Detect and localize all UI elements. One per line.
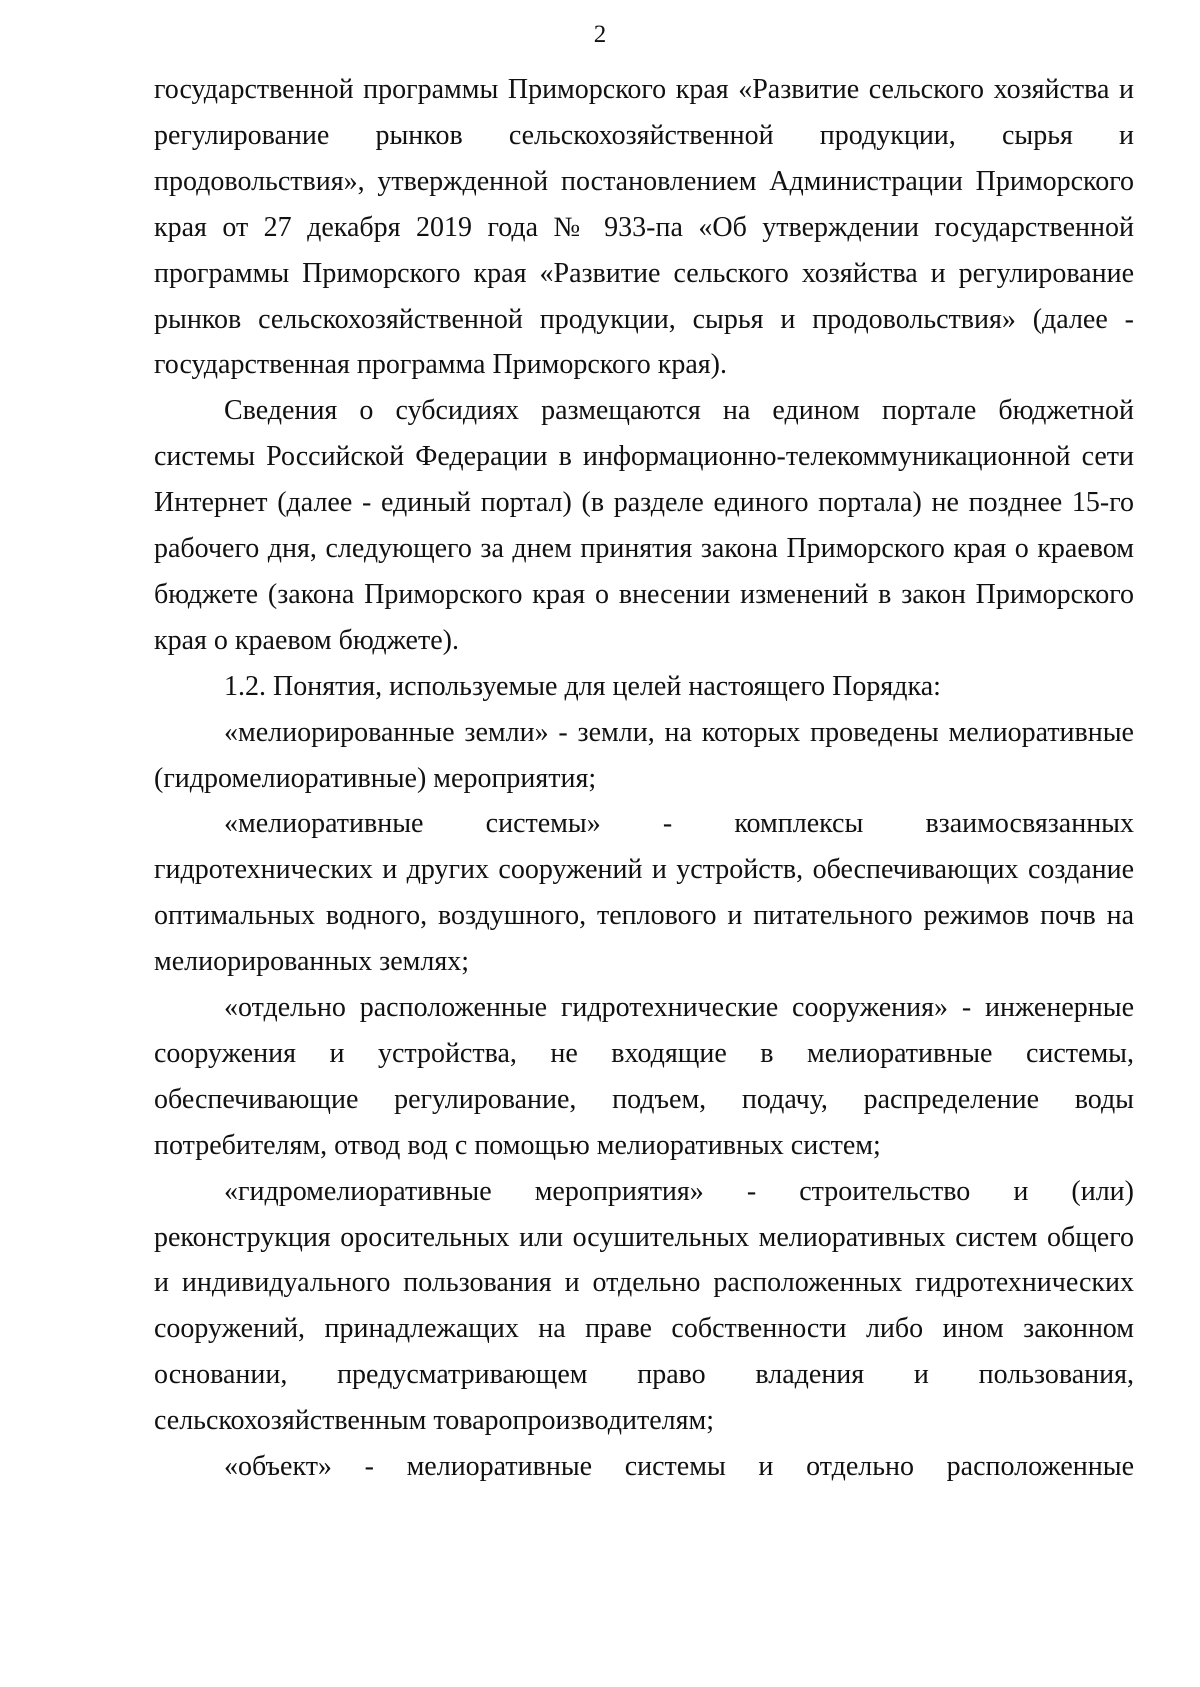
text-line: реконструкция оросительных или осушительных мелиоративных систем общего (154, 1221, 1134, 1253)
text-line: Сведения о субсидиях размещаются на едином портале бюджетной (224, 395, 1134, 427)
text-line: сооружений, принадлежащих на праве собственности либо ином законном (154, 1313, 1134, 1345)
text-line: «мелиоративные системы» - комплексы взаимосвязанных (224, 808, 1134, 840)
text-line: обеспечивающие регулирование, подъем, подачу, распределение воды (154, 1083, 1134, 1115)
text-line: Интернет (далее - единый портал) (в разделе единого портала) не позднее 15-го (154, 487, 1134, 519)
text-line: государственной программы Приморского края «Развитие сельского хозяйства и (154, 74, 1134, 105)
text-line: бюджете (закона Приморского края о внесении изменений в закон Приморского (154, 578, 1134, 610)
text-line: «объект» - мелиоративные системы и отдельно расположенные (224, 1451, 1134, 1482)
text-line: и индивидуального пользования и отдельно расположенных гидротехнических (154, 1267, 1134, 1299)
text-line: края о краевом бюджете). (154, 624, 459, 656)
text-line: системы Российской Федерации в информационно-телекоммуникационной сети (154, 441, 1134, 473)
text-line: программы Приморского края «Развитие сельского хозяйства и регулирование (154, 257, 1134, 289)
text-line: оптимальных водного, воздушного, теплового и питательного режимов почв на (154, 900, 1134, 932)
text-line: сооружения и устройства, не входящие в мелиоративные системы, (154, 1037, 1134, 1069)
text-line: «мелиорированные земли» - земли, на которых проведены мелиоративные (224, 716, 1134, 748)
text-line: основании, предусматривающем право владения и пользования, (154, 1359, 1134, 1391)
text-line: сельскохозяйственным товаропроизводителям; (154, 1405, 714, 1437)
text-line: (гидромелиоративные) мероприятия; (154, 762, 597, 794)
text-line: края от 27 декабря 2019 года № 933-па «Об утверждении государственной (154, 211, 1134, 243)
text-line: 1.2. Понятия, используемые для целей настоящего Порядка: (224, 670, 941, 702)
text-line: «отдельно расположенные гидротехнические сооружения» - инженерные (224, 992, 1134, 1023)
text-line: продовольствия», утвержденной постановлением Администрации Приморского (154, 165, 1134, 197)
text-line: мелиорированных землях; (154, 946, 469, 978)
text-line: государственная программа Приморского края). (154, 349, 728, 381)
text-line: рабочего дня, следующего за днем принятия закона Приморского края о краевом (154, 533, 1134, 564)
text-line: «гидромелиоративные мероприятия» - строительство и (или) (224, 1175, 1134, 1207)
text-line: рынков сельскохозяйственной продукции, сырья и продовольствия» (далее - (154, 303, 1134, 335)
text-line: потребителям, отвод вод с помощью мелиоративных систем; (154, 1129, 881, 1161)
text-line: регулирование рынков сельскохозяйственной продукции, сырья и (154, 119, 1134, 151)
page-number: 2 (593, 21, 607, 48)
text-line: гидротехнических и других сооружений и устройств, обеспечивающих создание (154, 854, 1134, 886)
